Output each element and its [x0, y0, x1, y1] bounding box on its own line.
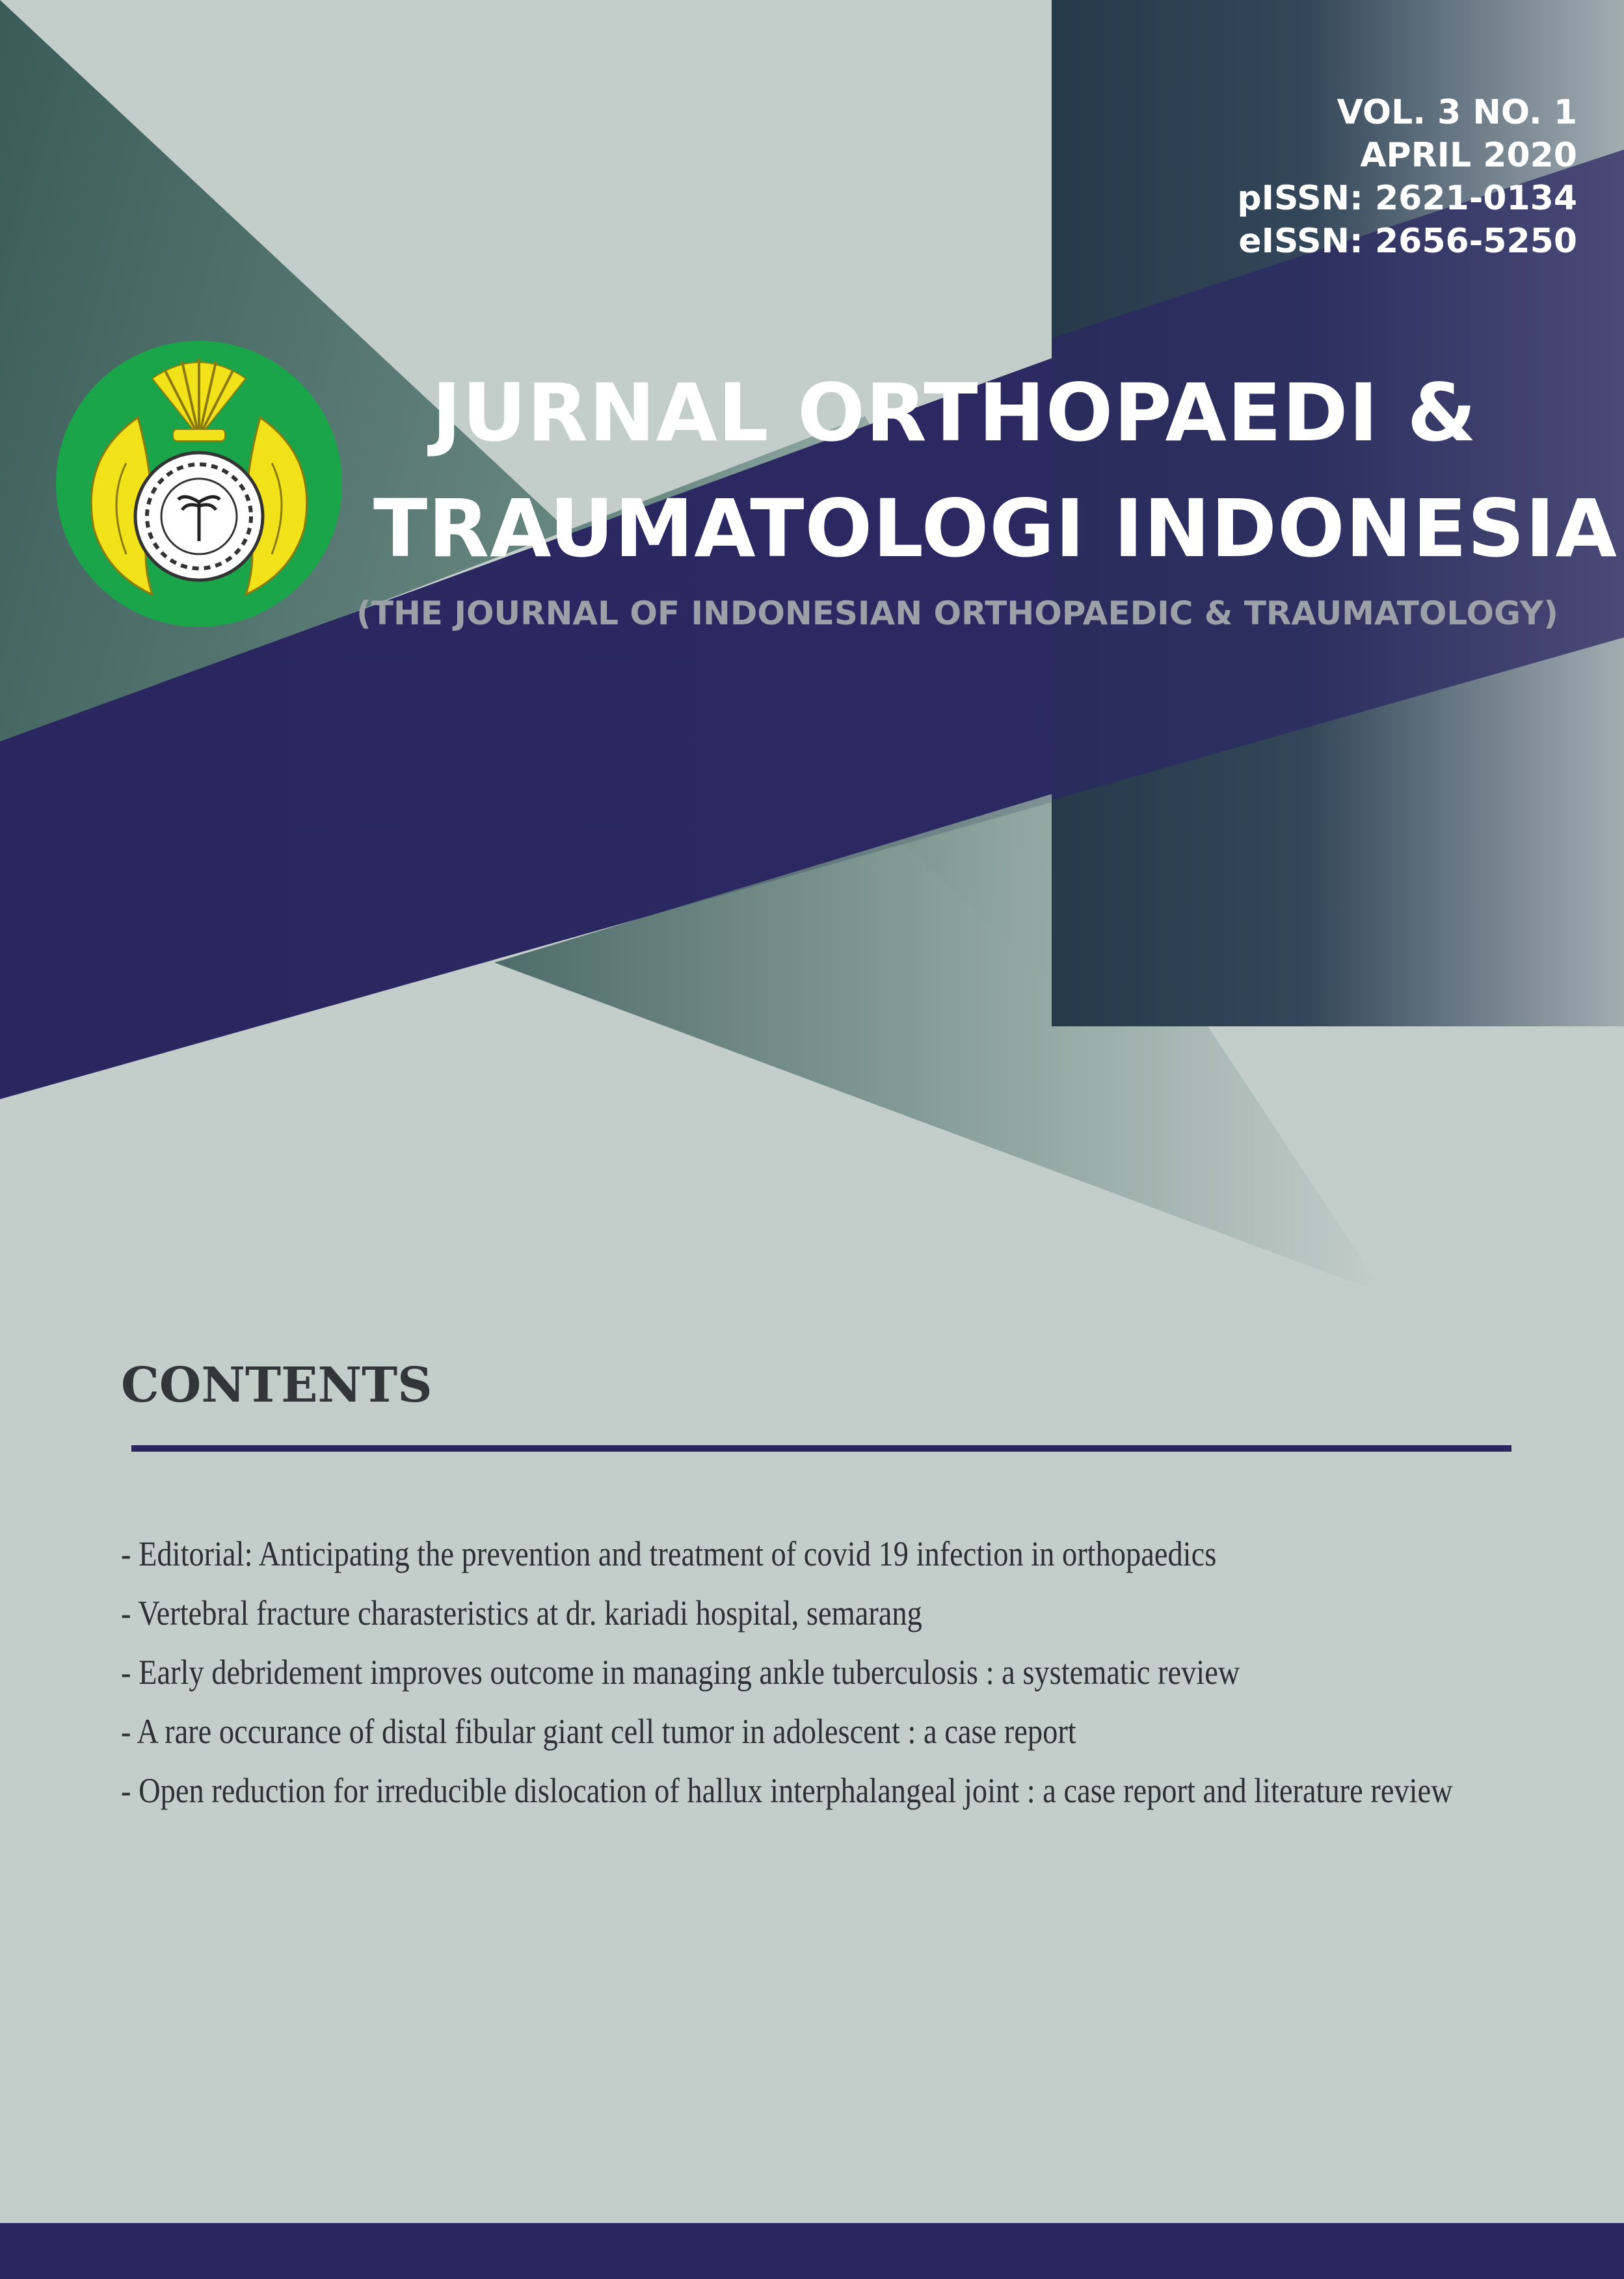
contents-divider — [131, 1445, 1511, 1452]
electronic-issn: eISSN: 2656-5250 — [1238, 222, 1577, 261]
contents-item: - Early debridement improves outcome in managing ankle tuberculosis : a systematic review — [121, 1653, 1240, 1692]
contents-list — [121, 1525, 1624, 1820]
bottom-bar — [0, 2223, 1624, 2279]
journal-title-line-1: JURNAL ORTHOPAEDI & — [432, 367, 1477, 459]
print-issn: pISSN: 2621-0134 — [1237, 179, 1577, 218]
association-emblem-icon — [55, 340, 343, 628]
contents-item: - Open reduction for irreducible dislocation of hallux interphalangeal joint : a case report and literature review — [121, 1771, 1453, 1810]
contents-item: - Editorial: Anticipating the prevention and treatment of covid 19 infection in orthopaedics — [121, 1534, 1217, 1573]
contents-item: - Vertebral fracture charasteristics at dr. kariadi hospital, semarang — [121, 1593, 922, 1633]
issue-info — [1213, 91, 1577, 263]
volume-number: VOL. 3 NO. 1 — [1337, 93, 1577, 132]
journal-subtitle: (THE JOURNAL OF INDONESIAN ORTHOPAEDIC & TRAUMATOLOGY) — [356, 594, 1558, 632]
journal-title-line-2: TRAUMATOLOGI INDONESIA — [373, 483, 1617, 575]
issue-date: APRIL 2020 — [1360, 136, 1577, 175]
seal-icon — [135, 453, 263, 580]
contents-item: - A rare occurance of distal fibular giant cell tumor in adolescent : a case report — [121, 1712, 1076, 1751]
contents-heading: CONTENTS — [121, 1357, 433, 1413]
